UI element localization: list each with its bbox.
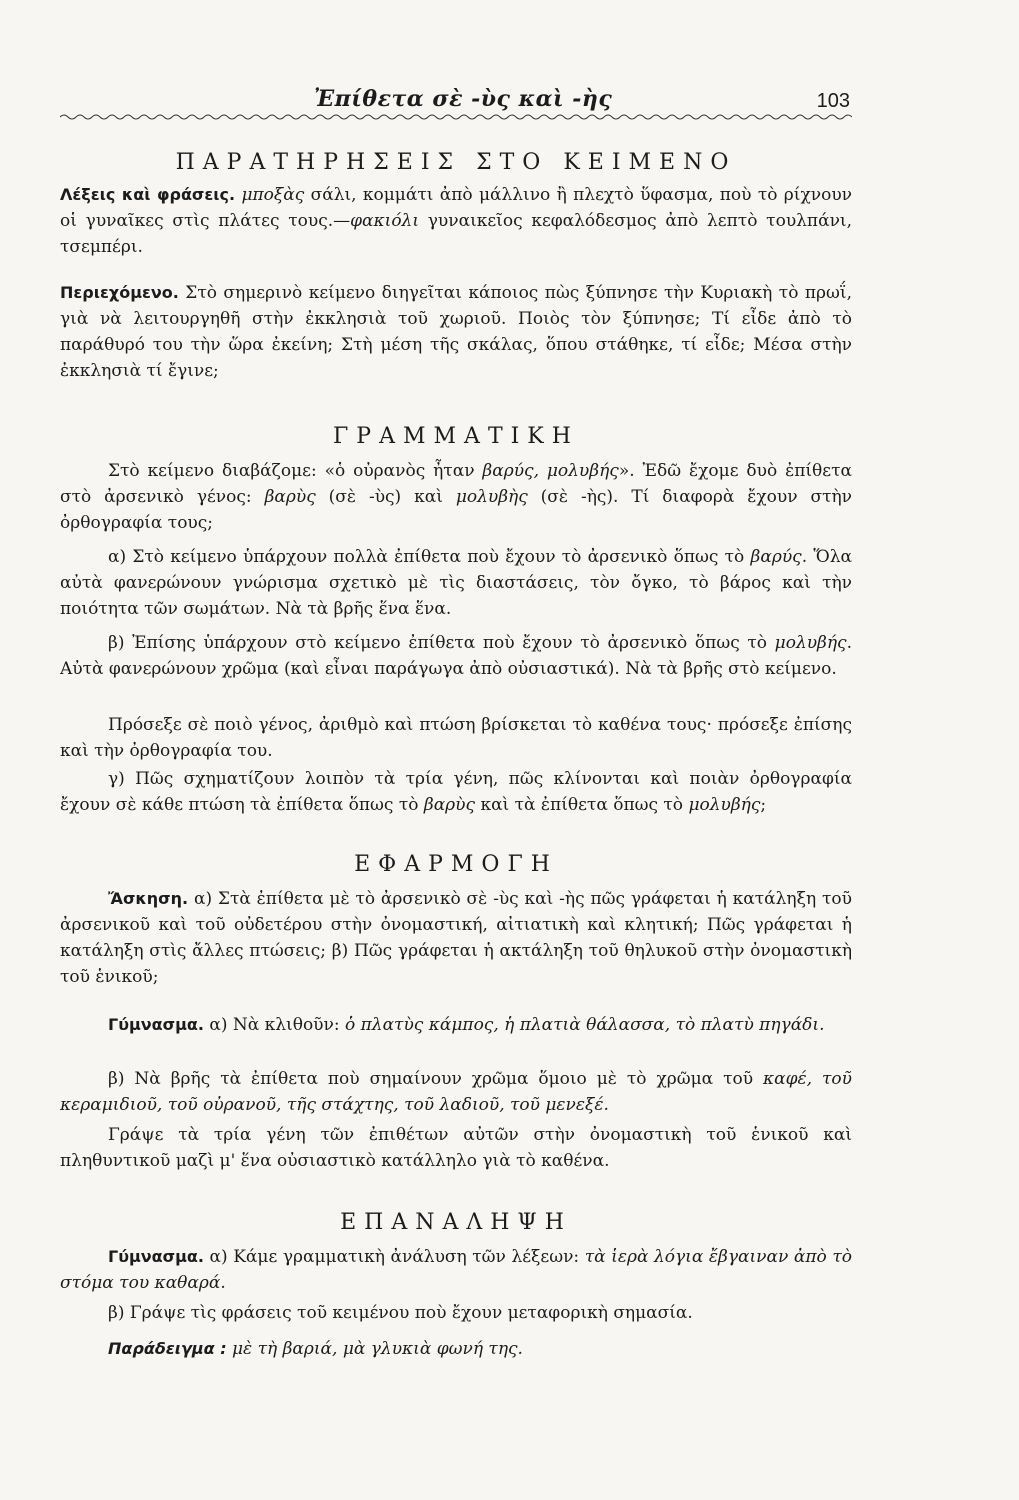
words-label: Λέξεις καὶ φράσεις. <box>60 185 236 204</box>
text: α) Στὰ ἐπίθετα μὲ τὸ ἀρσενικὸ σὲ -ὺς καὶ -ὴς πῶς γράφεται ἡ κατάληξη τοῦ ἀρσενικοῦ καὶ τοῦ οὐδετέρου στὴν ὀνομαστική, αἰτιατικὴ καὶ κλητική; Πῶς γράφεται ἡ κατάληξη στὶς ἄλλες πτώσεις; β) Πῶς γράφεται ἡ ακτάληξη τοῦ θηλυκοῦ στὴν ὀνομαστικὴ τοῦ ἑνικοῦ; <box>60 889 852 987</box>
drill-paragraph-b <box>60 1066 852 1118</box>
content-text: Στὸ σημερινὸ κείμενο διηγεῖται κάποιος πὼς ξύπνησε τὴν Κυριακὴ τὸ πρωΐ, γιὰ νὰ λειτουργηθῆ στὴν ἐκκλησιὰ τοῦ χωριοῦ. Ποιὸς τὸν ξύπνησε; Τί εἶδε ἀπὸ τὸ παράθυρό του τὴν ὥρα ἐκείνη; Στὴ μέση τῆς σκάλας, ὅπου στάθηκε, τί εἶδε; Μέσα στὴν ἐκκλησιὰ τί ἔγινε; <box>60 283 852 381</box>
page-number: 103 <box>816 90 850 112</box>
term: βαρὺς <box>264 487 316 507</box>
section-heading-grammar: ΓΡΑΜΜΑΤΙΚΗ <box>333 424 579 449</box>
text: β) Ἐπίσης ὑπάρχουν στὸ κείμενο ἐπίθετα ποὺ ἔχουν τὸ ἀρσενικὸ ὅπως τὸ <box>108 633 775 653</box>
grammar-point-a <box>60 544 852 622</box>
section-heading-review: ΕΠΑΝΑΛΗΨΗ <box>340 1210 572 1235</box>
review-drill-b: β) Γράψε τὶς φράσεις τοῦ κειμένου ποὺ ἔχουν μεταφορικὴ σημασία. <box>108 1303 693 1323</box>
exercise-paragraph <box>60 886 852 990</box>
term: βαρύς, μολυβής <box>482 461 619 481</box>
drill-label: Γύμνασμα. <box>108 1247 204 1266</box>
text: ». Ἐδῶ ἔχομε δυὸ ἐπίθετα στὸ ἀρσενικὸ γένος: <box>60 461 852 507</box>
term: καφέ, τοῦ κεραμιδιοῦ, τοῦ οὐρανοῦ, τῆς στάχτης, τοῦ λαδιοῦ, τοῦ μενεξέ. <box>60 1069 852 1115</box>
term: βαρὺς <box>423 795 476 815</box>
grammar-point-c <box>60 766 852 818</box>
text: α) Στὸ κείμενο ὑπάρχουν πολλὰ ἐπίθετα ποὺ ἔχουν τὸ ἀρσενικὸ ὅπως τὸ <box>108 547 751 567</box>
text: (σὲ -ὴς). Τί διαφορὰ ἔχουν στὴν ὀρθογραφία τους; <box>60 487 853 533</box>
grammar-intro <box>60 458 852 536</box>
text: α) Κάμε γραμματικὴ ἀνάλυση τῶν λέξεων: <box>203 1247 585 1267</box>
text: ; <box>760 795 767 815</box>
running-title: Ἐπίθετα σὲ -ὺς καὶ -ὴς <box>314 86 613 112</box>
example-label: Παράδειγμα : <box>108 1339 227 1358</box>
drill-label: Γύμνασμα. <box>108 1015 204 1034</box>
wavy-rule <box>60 112 852 122</box>
definition: γυναικεῖος κεφαλόδεσμος ἀπὸ λεπτὸ τουλπάνι, τσεμπέρι. <box>60 211 852 257</box>
text: Στὸ κείμενο διαβάζομε: «ὁ οὐρανὸς ἦταν <box>108 461 483 481</box>
grammar-point-b <box>60 630 852 682</box>
section-heading-notes: ΠΑΡΑΤΗΡΗΣΕΙΣ ΣΤΟ ΚΕΙΜΕΝΟ <box>175 150 737 175</box>
section-heading-application: ΕΦΑΡΜΟΓΗ <box>354 852 558 877</box>
example-text: μὲ τὴ βαριά, μὰ γλυκιὰ φωνή της. <box>226 1339 523 1359</box>
term: ὁ πλατὺς κάμπος, ἡ πλατιὰ θάλασσα, τὸ πλατὺ πηγάδι. <box>344 1015 825 1035</box>
text: (σὲ -ὺς) καὶ <box>315 487 456 507</box>
text: . Αὐτὰ φανερώνουν χρῶμα (καὶ εἶναι παράγωγα ἀπὸ οὐσιαστικά). Νὰ τὰ βρῆς στὸ κείμενο. <box>60 633 852 679</box>
text: καὶ τὰ ἐπίθετα ὅπως τὸ <box>475 795 689 815</box>
text: γ) Πῶς σχηματίζουν λοιπὸν τὰ τρία γένη, πῶς κλίνονται καὶ ποιὰν ὀρθογραφία ἔχουν σὲ κάθε πτώση τὰ ἐπίθετα ὅπως τὸ <box>60 769 852 815</box>
review-drill-a <box>60 1244 852 1296</box>
content-label: Περιεχόμενο. <box>60 283 179 302</box>
term: βαρύς <box>750 547 802 567</box>
content-paragraph <box>60 280 852 384</box>
drill-paragraph-c: Γράψε τὰ τρία γένη τῶν ἐπιθέτων αὐτῶν στὴν ὀνομαστικὴ τοῦ ἑνικοῦ καὶ πληθυντικοῦ μαζὶ μ' ἕνα οὐσιαστικὸ κατάλληλο γιὰ τὸ καθένα. <box>60 1125 852 1171</box>
text: β) Νὰ βρῆς τὰ ἐπίθετα ποὺ σημαίνουν χρῶμα ὅμοιο μὲ τὸ χρῶμα τοῦ <box>108 1069 764 1089</box>
book-page <box>60 0 852 1500</box>
words-paragraph <box>60 182 852 260</box>
term: μολυβὴς <box>455 487 528 507</box>
term: μποξὰς <box>241 185 305 205</box>
term: μολυβής <box>688 795 761 815</box>
text: α) Νὰ κλιθοῦν: <box>203 1015 345 1035</box>
review-example <box>60 1336 852 1362</box>
term: φακιόλι <box>350 211 419 231</box>
term: τὰ ἱερὰ λόγια ἔβγαιναν ἀπὸ τὸ στόμα του καθαρά. <box>60 1247 852 1293</box>
drill-paragraph-a <box>60 1012 852 1038</box>
grammar-note: Πρόσεξε σὲ ποιὸ γένος, ἀριθμὸ καὶ πτώση βρίσκεται τὸ καθένα τους· πρόσεξε ἐπίσης καὶ τὴν ὀρθογραφία του. <box>60 715 852 761</box>
exercise-label: Ἄσκηση. <box>108 889 189 908</box>
text: . Ὅλα αὐτὰ φανερώνουν γνώρισμα σχετικὸ μὲ τὶς διαστάσεις, τὸν ὄγκο, τὸ βάρος καὶ τὴν ποιότητα τῶν σωμάτων. Νὰ τὰ βρῆς ἕνα ἕνα. <box>60 547 852 619</box>
term: μολυβής <box>774 633 847 653</box>
running-header <box>60 86 852 126</box>
definition: σάλι, κομμάτι ἀπὸ μάλλινο ἢ πλεχτὸ ὕφασμα, ποὺ τὸ ρίχνουν οἱ γυναῖκες στὶς πλάτες τους.— <box>60 185 853 231</box>
